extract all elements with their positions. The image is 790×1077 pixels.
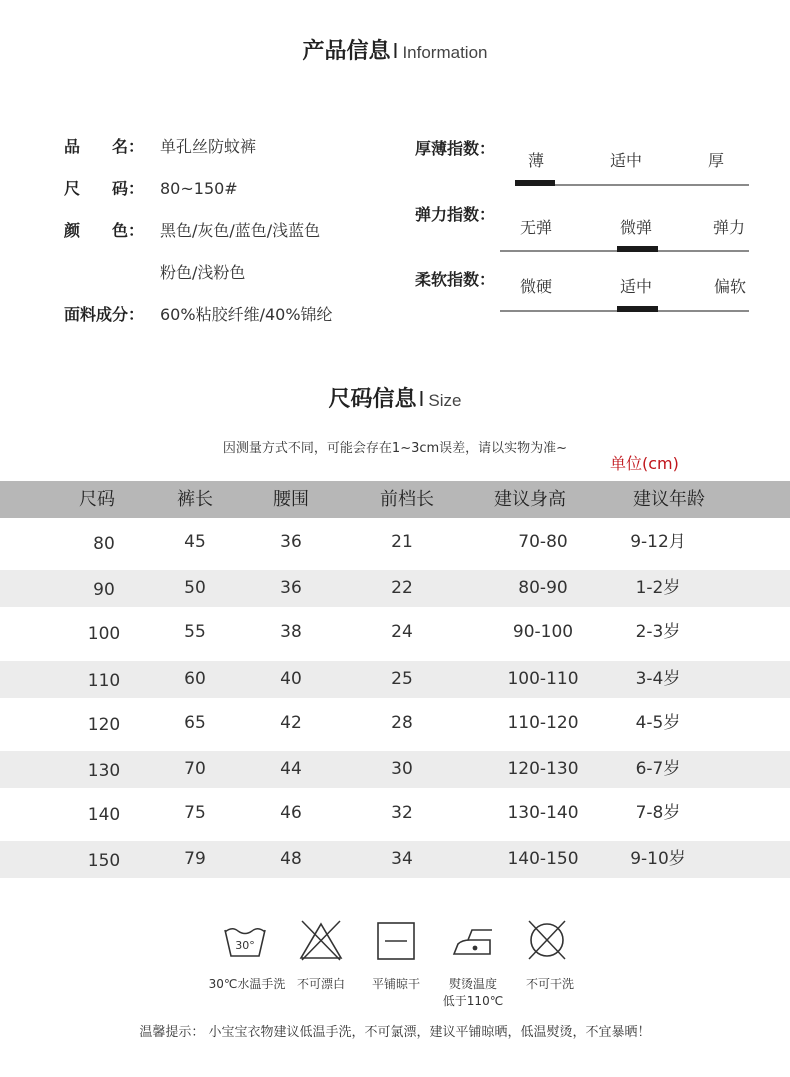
header-length: 裤长 (177, 489, 213, 510)
thickness-index-label: 厚薄指数： (415, 139, 496, 158)
cell-age: 4-5岁 (635, 713, 681, 733)
cell-size: 150 (87, 851, 121, 871)
cell-size: 100 (87, 624, 121, 644)
title-separator: I (392, 39, 399, 63)
info-row-material (64, 300, 333, 330)
cell-front-rise: 24 (391, 622, 413, 642)
info-row-color-cont (64, 258, 245, 288)
cell-front-rise: 32 (391, 803, 413, 823)
size-info-title-cn: 尺码信息 (328, 387, 417, 412)
info-key: 尺 码： (64, 179, 145, 198)
info-row-color (64, 216, 320, 246)
hand-wash-icon (220, 918, 270, 962)
cell-age: 2-3岁 (635, 622, 681, 642)
cell-waist: 42 (280, 713, 302, 733)
care-label: 30℃水温手洗 (208, 977, 286, 991)
cell-waist: 36 (280, 578, 302, 598)
cell-age: 6-7岁 (635, 759, 681, 779)
header-size: 尺码 (79, 489, 115, 510)
cell-size: 110 (87, 671, 121, 691)
cell-length: 70 (184, 759, 206, 779)
cell-age: 1-2岁 (635, 578, 681, 598)
cell-waist: 40 (280, 669, 302, 689)
cell-height: 130-140 (507, 803, 579, 823)
cell-length: 75 (184, 803, 206, 823)
cell-height: 110-120 (507, 713, 579, 733)
no-bleach-icon (296, 918, 346, 962)
cell-size: 80 (93, 534, 115, 554)
cell-height: 100-110 (507, 669, 579, 689)
info-row-size (64, 174, 238, 204)
header-age: 建议年龄 (633, 489, 705, 510)
cell-size: 90 (93, 580, 115, 600)
cell-length: 55 (184, 622, 206, 642)
cell-height: 80-90 (518, 578, 568, 598)
elasticity-option: 微弹 (619, 218, 652, 237)
cell-length: 65 (184, 713, 206, 733)
cell-front-rise: 25 (391, 669, 413, 689)
cell-waist: 44 (280, 759, 302, 779)
thickness-selected-marker (515, 180, 555, 186)
cell-age: 3-4岁 (635, 669, 681, 689)
cell-height: 90-100 (512, 622, 574, 642)
title-separator: I (418, 387, 425, 411)
cell-waist: 46 (280, 803, 302, 823)
cell-waist: 36 (280, 532, 302, 552)
table-row (0, 524, 790, 561)
elasticity-option: 无弹 (519, 218, 552, 237)
cell-length: 60 (184, 669, 206, 689)
cell-length: 79 (184, 849, 206, 869)
softness-option: 偏软 (713, 277, 746, 296)
info-value: 60%粘胶纤维/40%锦纶 (160, 305, 333, 324)
softness-selected-marker (617, 306, 658, 312)
care-label: 不可漂白 (296, 977, 345, 991)
cell-waist: 48 (280, 849, 302, 869)
cell-front-rise: 21 (391, 532, 413, 552)
care-label: 熨烫温度 (448, 977, 497, 991)
unit-label: 单位(cm) (610, 454, 679, 473)
table-row (0, 751, 790, 788)
thickness-option: 适中 (609, 151, 642, 170)
elasticity-selected-marker (617, 246, 658, 252)
cell-front-rise: 34 (391, 849, 413, 869)
info-value: 单孔丝防蚊裤 (160, 137, 257, 156)
product-info-title-cn: 产品信息 (302, 39, 391, 64)
cell-waist: 38 (280, 622, 302, 642)
cell-length: 50 (184, 578, 206, 598)
cell-height: 120-130 (507, 759, 579, 779)
elasticity-option: 弹力 (712, 218, 745, 237)
cell-length: 45 (184, 532, 206, 552)
info-key: 颜 色： (64, 221, 145, 240)
product-info-title (0, 34, 790, 65)
table-row (0, 661, 790, 698)
no-dry-clean-icon (522, 918, 572, 962)
cell-age: 9-10岁 (630, 849, 686, 869)
flat-dry-icon (371, 918, 421, 962)
size-table-header (0, 481, 790, 518)
cell-size: 120 (87, 715, 121, 735)
softness-option: 微硬 (519, 277, 552, 296)
info-key: 品 名： (64, 137, 145, 156)
cell-front-rise: 28 (391, 713, 413, 733)
cell-front-rise: 22 (391, 578, 413, 598)
measurement-note: 因测量方式不同，可能会存在1~3cm误差，请以实物为准~ (222, 441, 568, 456)
care-label: 不可干洗 (525, 977, 574, 991)
svg-text:30°: 30° (235, 939, 255, 952)
cell-age: 9-12月 (630, 532, 686, 552)
cell-front-rise: 30 (391, 759, 413, 779)
cell-height: 70-80 (518, 532, 568, 552)
elasticity-index-label: 弹力指数： (415, 205, 496, 224)
care-label-sub: 低于110℃ (442, 994, 504, 1008)
header-height: 建议身高 (494, 489, 566, 510)
info-key: 面料成分： (64, 305, 145, 324)
thickness-option: 薄 (527, 151, 544, 170)
softness-index-label: 柔软指数： (415, 270, 496, 289)
care-tip: 温馨提示： 小宝宝衣物建议低温手洗，不可氯漂，建议平铺晾晒，低温熨烫，不宜暴晒！ (139, 1025, 651, 1040)
info-row-name (64, 132, 256, 162)
cell-size: 140 (87, 805, 121, 825)
size-info-title (0, 382, 790, 413)
header-waist: 腰围 (273, 489, 309, 510)
thickness-option: 厚 (707, 151, 724, 170)
info-value: 黑色/灰色/蓝色/浅蓝色 (160, 221, 321, 240)
care-label: 平铺晾干 (371, 977, 420, 991)
info-value: 80~150# (160, 179, 238, 198)
cell-height: 140-150 (507, 849, 579, 869)
info-value: 粉色/浅粉色 (160, 263, 246, 282)
table-row (0, 570, 790, 607)
cell-size: 130 (87, 761, 121, 781)
product-info-title-en: Information (402, 43, 488, 62)
cell-age: 7-8岁 (635, 803, 681, 823)
table-row (0, 795, 790, 832)
table-row (0, 614, 790, 651)
iron-icon (448, 918, 498, 962)
size-info-title-en: Size (428, 391, 462, 410)
table-row (0, 841, 790, 878)
softness-option: 适中 (619, 277, 652, 296)
table-row (0, 705, 790, 742)
header-front-rise: 前档长 (380, 489, 434, 510)
